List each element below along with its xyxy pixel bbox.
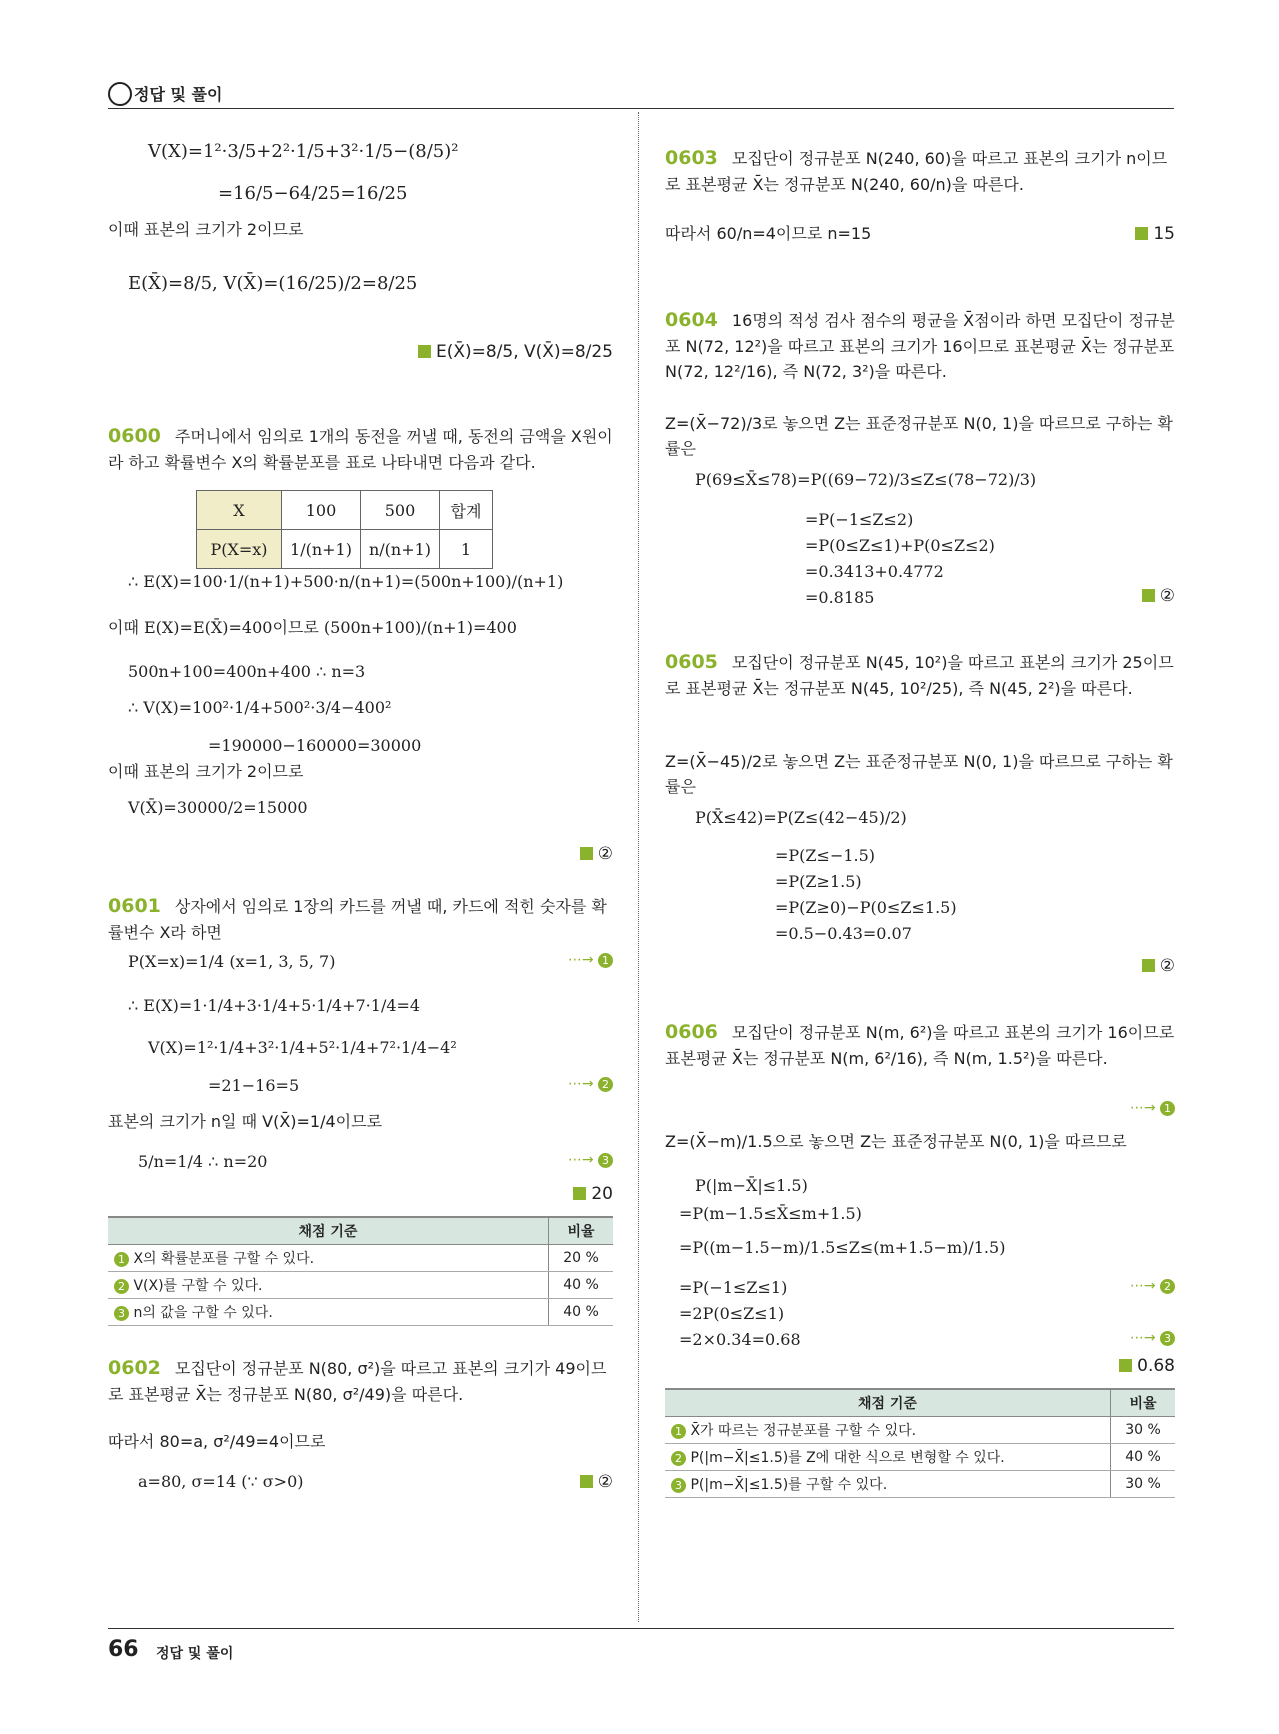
mascot-icon bbox=[108, 82, 132, 106]
answer-icon bbox=[1142, 959, 1155, 972]
eq: =P(−1≤Z≤1) bbox=[679, 1278, 788, 1297]
problem-number: 0605 bbox=[665, 651, 718, 673]
eq: =P(Z≥1.5) bbox=[775, 872, 862, 891]
probability-table: X 100 500 합계 P(X=x) 1/(n+1) n/(n+1) 1 bbox=[196, 490, 493, 569]
answer: 15 bbox=[1135, 224, 1175, 244]
eq: =190000−160000=30000 bbox=[208, 736, 422, 755]
eq: 500n+100=400n+400 ∴ n=3 bbox=[128, 662, 366, 681]
eq: =21−16=5 bbox=[208, 1076, 300, 1095]
text: 표본의 크기가 n일 때 V(X̄)=1/4이므로 bbox=[108, 1112, 383, 1131]
eq: V(X)=1²·3/5+2²·1/5+3²·1/5−(8/5)² bbox=[148, 141, 459, 162]
answer-icon bbox=[573, 1187, 586, 1200]
eq: 이때 E(X)=E(X̄)=400이므로 (500n+100)/(n+1)=400 bbox=[108, 618, 517, 637]
eq: P(X̄≤42)=P(Z≤(42−45)/2) bbox=[695, 808, 907, 827]
eq: ∴ V(X)=100²·1/4+500²·3/4−400² bbox=[128, 698, 392, 717]
eq: =P(−1≤Z≤2) bbox=[805, 510, 914, 529]
eq: =0.8185 bbox=[805, 588, 875, 607]
step-marker: ⋯→ 1 bbox=[1130, 1100, 1175, 1116]
eq: E(X̄)=8/5, V(X̄)=(16/25)/2=8/25 bbox=[128, 273, 418, 294]
answer-icon bbox=[1142, 589, 1155, 602]
grading-table: 채점 기준 비율 1 X̄가 따르는 정규분포를 구할 수 있다. 30 % 2 P(|m−X̄|≤1.5)를 Z에 대한 식으로 변형할 수 있다. 40 % 3 P(|m−X̄|≤1.5)를 구할 수 있다. 30 % bbox=[665, 1388, 1175, 1498]
eq: V(X̄)=30000/2=15000 bbox=[128, 798, 308, 817]
answer: ② bbox=[1142, 586, 1175, 606]
problem-0602: 0602 모집단이 정규분포 N(80, σ²)을 따르고 표본의 크기가 49이므로 표본평균 X̄는 정규분포 N(80, σ²/49)을 따른다. bbox=[108, 1357, 607, 1405]
problem-number: 0603 bbox=[665, 147, 718, 169]
answer: ② bbox=[580, 1472, 613, 1492]
answer: ② bbox=[580, 844, 613, 864]
grading-table: 채점 기준 비율 1 X의 확률분포를 구할 수 있다. 20 % 2 V(X)를 구할 수 있다. 40 % 3 n의 값을 구할 수 있다. 40 % bbox=[108, 1216, 613, 1326]
answer-icon bbox=[418, 345, 431, 358]
eq: =0.3413+0.4772 bbox=[805, 562, 944, 581]
problem-number: 0604 bbox=[665, 309, 718, 331]
eq: =P((m−1.5−m)/1.5≤Z≤(m+1.5−m)/1.5) bbox=[679, 1238, 1006, 1257]
eq: 5/n=1/4 ∴ n=20 bbox=[138, 1152, 268, 1171]
answer-icon bbox=[1135, 227, 1148, 240]
eq: =P(Z≤−1.5) bbox=[775, 846, 876, 865]
eq: =P(m−1.5≤X̄≤m+1.5) bbox=[679, 1204, 862, 1223]
eq: ∴ E(X)=100·1/(n+1)+500·n/(n+1)=(500n+100)/(n+1) bbox=[128, 572, 564, 591]
answer: 0.68 bbox=[1119, 1356, 1175, 1376]
header-title: 정답 및 풀이 bbox=[134, 85, 223, 104]
eq: ∴ E(X)=1·1/4+3·1/4+5·1/4+7·1/4=4 bbox=[128, 996, 421, 1015]
eq: =16/5−64/25=16/25 bbox=[218, 183, 408, 204]
step-marker: ⋯→ 3 bbox=[1130, 1330, 1175, 1346]
text: Z=(X̄−45)/2로 놓으면 Z는 표준정규분포 N(0, 1)을 따르므로 구하는 확률은 bbox=[665, 752, 1173, 796]
answer-icon bbox=[1119, 1359, 1132, 1372]
eq: P(69≤X̄≤78)=P((69−72)/3≤Z≤(78−72)/3) bbox=[695, 470, 1037, 489]
eq: P(X=x)=1/4 (x=1, 3, 5, 7) bbox=[128, 952, 336, 971]
problem-0606: 0606 모집단이 정규분포 N(m, 6²)을 따르고 표본의 크기가 16이므로 표본평균 X̄는 정규분포 N(m, 6²/16), 즉 N(m, 1.5²)을 따른다. bbox=[665, 1021, 1175, 1069]
eq: =0.5−0.43=0.07 bbox=[775, 924, 912, 943]
text: Z=(X̄−m)/1.5으로 놓으면 Z는 표준정규분포 N(0, 1)을 따르므로 bbox=[665, 1132, 1127, 1151]
step-marker: ⋯→ 1 bbox=[568, 952, 613, 968]
problem-number: 0601 bbox=[108, 895, 161, 917]
answer: E(X̄)=8/5, V(X̄)=8/25 bbox=[418, 342, 613, 362]
text: 따라서 80=a, σ²/49=4이므로 bbox=[108, 1432, 326, 1451]
step-marker: ⋯→ 2 bbox=[1130, 1278, 1175, 1294]
problem-number: 0606 bbox=[665, 1021, 718, 1043]
page-header bbox=[108, 78, 1174, 109]
step-marker: ⋯→ 2 bbox=[568, 1076, 613, 1092]
eq: a=80, σ=14 (∵ σ>0) bbox=[138, 1472, 304, 1491]
answer-icon bbox=[580, 1475, 593, 1488]
problem-number: 0600 bbox=[108, 425, 161, 447]
step-marker: ⋯→ 3 bbox=[568, 1152, 613, 1168]
page-number: 66 bbox=[108, 1637, 139, 1662]
eq: =P(Z≥0)−P(0≤Z≤1.5) bbox=[775, 898, 957, 917]
problem-0600: 0600 주머니에서 임의로 1개의 동전을 꺼낼 때, 동전의 금액을 X원이라 하고 확률변수 X의 확률분포를 표로 나타내면 다음과 같다. bbox=[108, 425, 613, 473]
footer-title: 정답 및 풀이 bbox=[156, 1646, 234, 1662]
problem-0601: 0601 상자에서 임의로 1장의 카드를 꺼낼 때, 카드에 적힌 숫자를 확률변수 X라 하면 bbox=[108, 895, 607, 943]
problem-0603: 0603 모집단이 정규분포 N(240, 60)을 따르고 표본의 크기가 n이므로 표본평균 X̄는 정규분포 N(240, 60/n)을 따른다. bbox=[665, 147, 1168, 195]
answer: ② bbox=[1142, 956, 1175, 976]
eq: =P(0≤Z≤1)+P(0≤Z≤2) bbox=[805, 536, 995, 555]
text: 이때 표본의 크기가 2이므로 bbox=[108, 762, 304, 781]
eq: P(|m−X̄|≤1.5) bbox=[695, 1176, 808, 1195]
eq: =2×0.34=0.68 bbox=[679, 1330, 801, 1349]
problem-0604: 0604 16명의 적성 검사 점수의 평균을 X̄점이라 하면 모집단이 정규분포 N(72, 12²)을 따르고 표본의 크기가 16이므로 표본평균 X̄는 정규분포 N(72, 12²/16), 즉 N(72, 3²)을 따른다. bbox=[665, 309, 1175, 382]
page-footer bbox=[108, 1628, 1174, 1662]
column-divider bbox=[638, 112, 639, 1622]
text: Z=(X̄−72)/3로 놓으면 Z는 표준정규분포 N(0, 1)을 따르므로 구하는 확률은 bbox=[665, 414, 1173, 458]
text: 따라서 60/n=4이므로 n=15 bbox=[665, 224, 872, 243]
problem-0605: 0605 모집단이 정규분포 N(45, 10²)을 따르고 표본의 크기가 25이므로 표본평균 X̄는 정규분포 N(45, 10²/25), 즉 N(45, 2²)을 따른다. bbox=[665, 651, 1174, 699]
answer-icon bbox=[580, 847, 593, 860]
eq: V(X)=1²·1/4+3²·1/4+5²·1/4+7²·1/4−4² bbox=[148, 1038, 457, 1057]
eq: =2P(0≤Z≤1) bbox=[679, 1304, 785, 1323]
answer: 20 bbox=[573, 1184, 613, 1204]
text: 이때 표본의 크기가 2이므로 bbox=[108, 220, 304, 239]
problem-number: 0602 bbox=[108, 1357, 161, 1379]
